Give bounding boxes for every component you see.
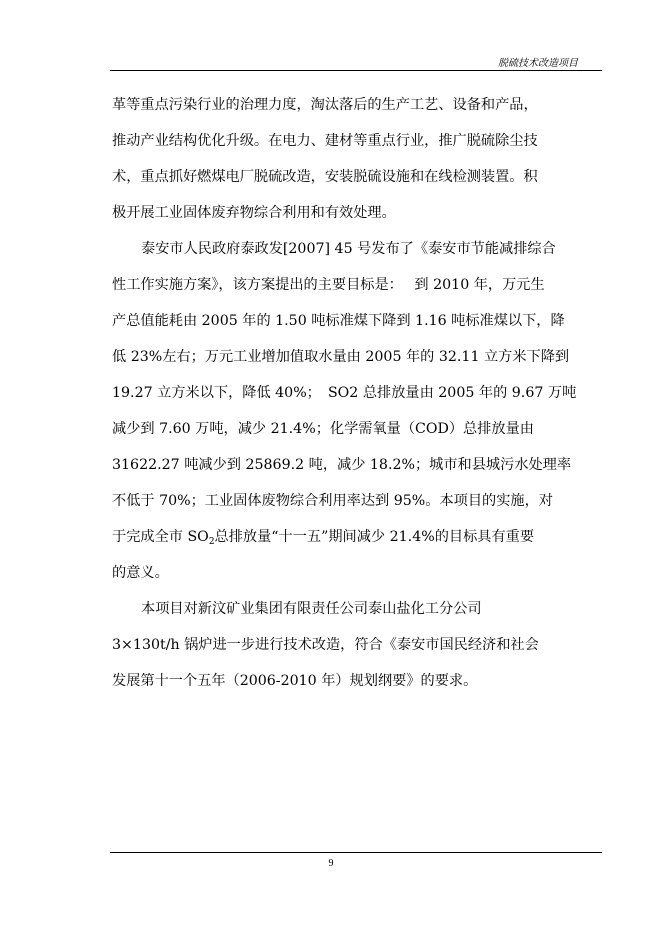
paragraph-line-so2 [112, 525, 612, 561]
text-segment: 于完成全市 SO [112, 529, 209, 545]
subscript: 2 [208, 537, 215, 547]
paragraph-line: 19.27 立方米以下，降低 40%； SO2 总排放量由 2005 年的 9.67 万吨 [112, 385, 577, 401]
paragraph-line: 推动产业结构优化升级。在电力、建材等重点行业，推广脱硫除尘技 [112, 133, 538, 149]
page-number: 9 [328, 858, 334, 869]
paragraph-line: 极开展工业固体废弃物综合利用和有效处理。 [112, 205, 396, 221]
paragraph-line: 性工作实施方案》，该方案提出的主要目标是： 到 2010 年，万元生 [112, 277, 545, 293]
header-title: 脱硫技术改造项目 [498, 58, 578, 69]
footer-divider [110, 852, 602, 853]
paragraph-line: 的意义。 [112, 565, 169, 581]
paragraph-line: 发展第十一个五年（2006-2010 年）规划纲要》的要求。 [112, 673, 478, 689]
paragraph-line: 产总值能耗由 2005 年的 1.50 吨标准煤下降到 1.16 吨标准煤以下，降 [112, 313, 565, 329]
paragraph-line: 3×130t/h 锅炉进一步进行技术改造，符合《泰安市国民经济和社会 [112, 637, 539, 653]
paragraph-line: 术，重点抓好燃煤电厂脱硫改造，安装脱硫设施和在线检测装置。积 [112, 169, 538, 185]
header-divider [110, 70, 602, 71]
paragraph-line: 31622.27 吨减少到 25869.2 吨，减少 18.2%；城市和县城污水处理率 [112, 457, 572, 473]
paragraph-line: 泰安市人民政府泰政发[2007] 45 号发布了《泰安市节能减排综合 [141, 241, 556, 257]
paragraph-line: 革等重点污染行业的治理力度，淘汰落后的生产工艺、设备和产品， [112, 97, 538, 113]
paragraph-line: 减少到 7.60 万吨，减少 21.4%；化学需氧量（COD）总排放量由 [112, 421, 534, 437]
paragraph-line: 低 23%左右；万元工业增加值取水量由 2005 年的 32.11 立方米下降到 [112, 349, 570, 365]
paragraph-line: 不低于 70%；工业固体废物综合利用率达到 95%。本项目的实施，对 [112, 493, 553, 509]
body-text [112, 93, 612, 705]
paragraph-line: 本项目对新汶矿业集团有限责任公司泰山盐化工分公司 [141, 601, 482, 617]
text-segment: 总排放量“十一五”期间减少 21.4%的目标具有重要 [214, 529, 535, 545]
